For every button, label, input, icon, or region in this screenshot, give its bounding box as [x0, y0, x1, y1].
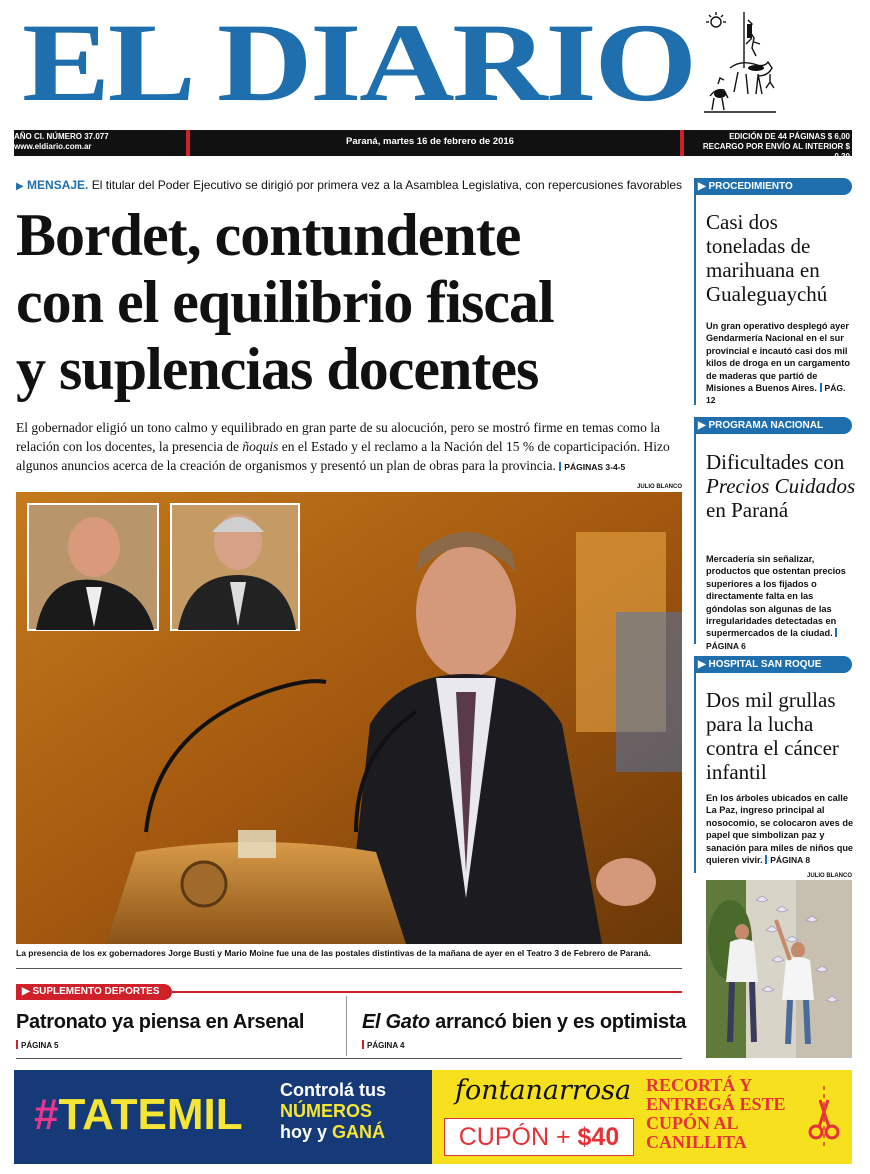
headline-line: con el equilibrio fiscal	[16, 269, 554, 335]
page-reference[interactable]: PÁGINA 8	[765, 855, 810, 865]
edition-price: EDICIÓN DE 44 PÁGINAS $ 6,00	[729, 132, 850, 141]
lead-text: en el Estado y el reclamo a la Nación del 15 % de coparticipación. Hizo algunos anuncios acerca de la creación de organismos y presentó un plan de obras para la provincia.	[16, 439, 670, 473]
sports-section-label[interactable]: ▶ SUPLEMENTO DEPORTES	[16, 984, 172, 1000]
scissors-icon	[806, 1082, 842, 1154]
page-reference[interactable]: PÁGINA 6	[706, 628, 840, 650]
triangle-right-icon: ▶	[16, 181, 24, 192]
page-marker-icon	[362, 1040, 364, 1049]
cranes-photo[interactable]	[706, 880, 852, 1058]
sidebar-headline[interactable]: Casi dos toneladas de marihuana en Gualeguaychú	[706, 210, 828, 306]
sidebar-rule	[694, 673, 696, 873]
lead-italic: ñoquis	[242, 439, 279, 454]
sidebar-text: Mercadería sin señalizar, productos que ostentan precios superiores a los fijados o directamente falta en las góndolas son algunas de las irregularidades detectadas en supermercados de la ciudad. PÁGINA 6	[706, 554, 846, 651]
sidebar-label-hospital-san-roque[interactable]: ▶ HOSPITAL SAN ROQUE	[694, 656, 852, 673]
sports-story-gato[interactable]	[362, 1010, 687, 1050]
page-marker-icon	[16, 1040, 18, 1049]
photo-credit: JULIO BLANCO	[637, 484, 682, 490]
issue-date: Paraná, martes 16 de febrero de 2016	[346, 136, 514, 147]
sidebar-headline[interactable]: Dos mil grullas para la lucha contra el cáncer infantil	[706, 688, 839, 784]
issue-number: AÑO CI. NÚMERO 37.077	[14, 132, 109, 141]
page-marker-icon	[820, 383, 822, 392]
section-divider	[16, 968, 682, 969]
coupon-instructions: RECORTÁ Y ENTREGÁ ESTE CUPÓN AL CANILLITA	[646, 1075, 786, 1152]
page-marker-icon	[559, 462, 561, 471]
sidebar-headline[interactable]: Dificultades con Precios Cuidados en Paraná	[706, 450, 856, 522]
sidebar-text: Un gran operativo desplegó ayer Gendarmería Nacional en el sur provincial e incautó casi dos mil kilos de droga en un cargamento de maderas que partió de Misiones a Buenos Aires. PÁG. 12	[706, 321, 850, 406]
price-info	[690, 132, 850, 162]
page-reference[interactable]: PÁGINAS 3-4-5	[559, 462, 625, 472]
sidebar-rule	[694, 195, 696, 405]
main-kicker	[16, 178, 686, 192]
photo-caption: La presencia de los ex gobernadores Jorge Busti y Mario Moine fue una de las postales distintivas de la mañana de ayer en el Teatro 3 de Febrero de Paraná.	[16, 948, 651, 958]
kicker-label: MENSAJE.	[27, 178, 89, 192]
sidebar-text: En los árboles ubicados en calle La Paz, ingreso principal al nosocomio, se colocaron aves de papel que simbolizan paz y sanación para miles de niños que quieren vivir. PÁGINA 8	[706, 793, 854, 866]
lead-text: El gobernador eligió un tono calmo y equilibrado en gran parte de su alocución, pero se mostró firme en temas como la relación con los docentes, la presencia de	[16, 420, 661, 454]
info-bar-divider	[680, 130, 684, 156]
sports-headline: El Gato arrancó bien y es optimista	[362, 1011, 687, 1033]
main-lead	[16, 418, 684, 477]
page-reference[interactable]: PÁG. 12	[706, 383, 846, 406]
photo-credit: JULIO BLANCO	[807, 873, 852, 879]
main-photo[interactable]	[16, 492, 682, 944]
main-headline[interactable]	[16, 202, 686, 403]
surcharge-price: RECARGO POR ENVÍO AL INTERIOR $ 0,30	[702, 142, 850, 161]
tatemil-slogan: Controlá tus NÚMEROS hoy y GANÁ	[280, 1080, 386, 1142]
newspaper-title: EL DIARIO	[22, 1, 695, 125]
headline-line: Bordet, contundente	[16, 202, 521, 268]
don-quixote-drawing-icon	[700, 8, 780, 118]
tatemil-logo: #TATEMIL	[34, 1090, 243, 1139]
kicker-text: El titular del Poder Ejecutivo se dirigió por primera vez a la Asamblea Legislativa, con repercusiones favorables	[91, 178, 683, 192]
headline-line: y suplencias docentes	[16, 336, 539, 402]
sidebar-label-procedimiento[interactable]: ▶ PROCEDIMIENTO	[694, 178, 852, 195]
issue-info	[14, 132, 184, 152]
sidebar-label-programa-nacional[interactable]: ▶ PROGRAMA NACIONAL	[694, 417, 852, 434]
sidebar-rule	[694, 434, 696, 644]
section-divider	[16, 1058, 682, 1059]
column-divider	[346, 996, 347, 1056]
sports-headline: Patronato ya piensa en Arsenal	[16, 1011, 305, 1033]
page-reference: PÁGINA 5	[16, 1040, 342, 1050]
website-link[interactable]: www.eldiario.com.ar	[14, 142, 92, 151]
coupon-price: CUPÓN + $40	[444, 1118, 634, 1156]
masthead	[22, 1, 695, 125]
page-marker-icon	[765, 855, 767, 864]
sports-story-patronato[interactable]	[16, 1010, 342, 1050]
sports-rule	[172, 991, 682, 993]
page-reference: PÁGINA 4	[362, 1040, 682, 1050]
fontanarrosa-logo: fontanarrosa	[454, 1075, 632, 1106]
page-marker-icon	[835, 628, 837, 637]
